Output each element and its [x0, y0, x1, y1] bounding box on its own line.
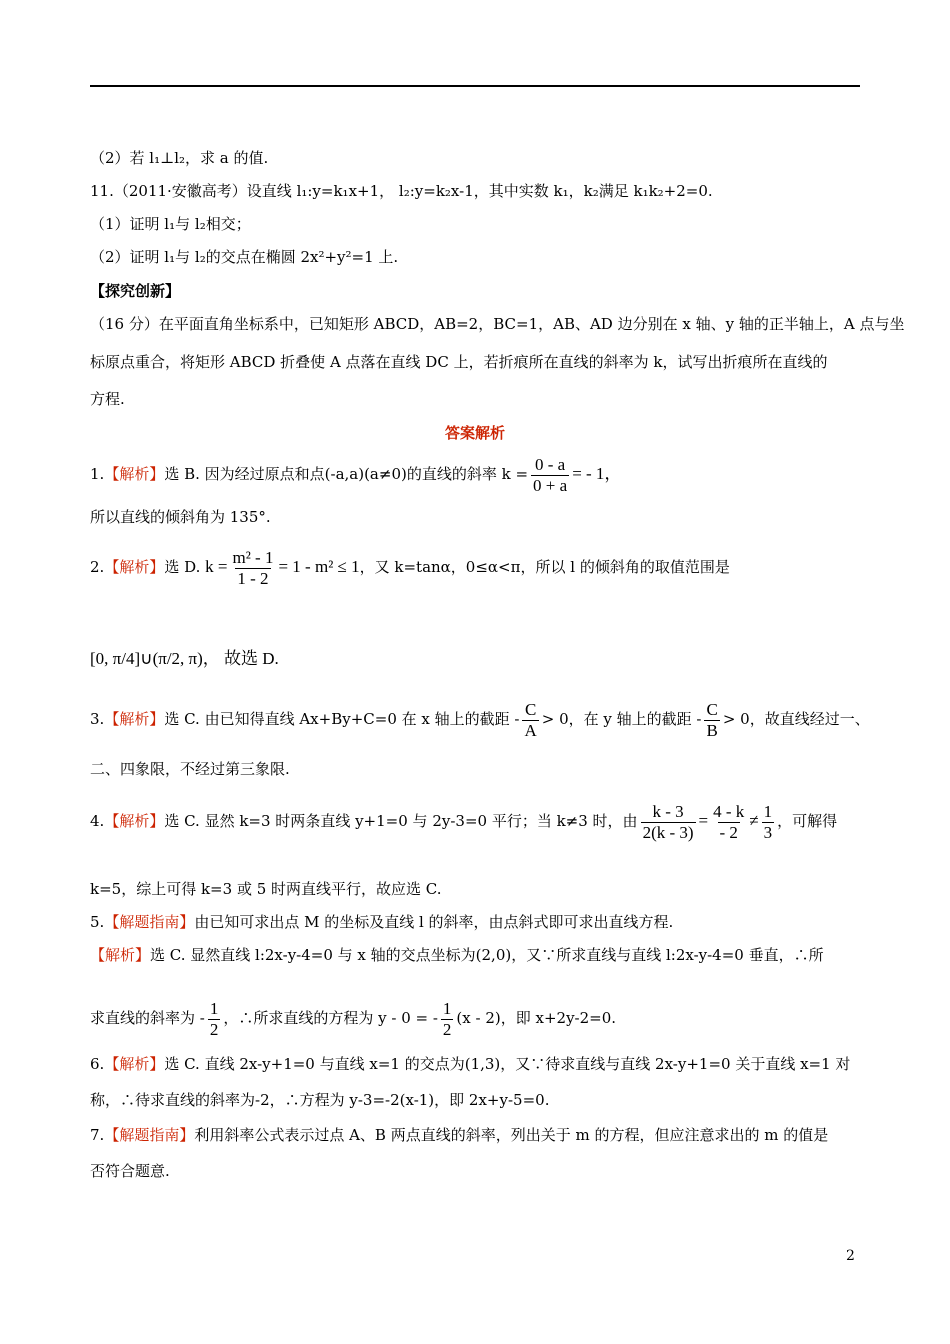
answer-3-line2: 二、四象限，不经过第三象限.: [90, 760, 290, 778]
answer-number: 6.: [90, 1055, 105, 1073]
explore-question-line1: （16 分）在平面直角坐标系中，已知矩形 ABCD，AB=2，BC=1，AB、AD 边分别在 x 轴、y 轴的正半轴上，A 点与坐: [90, 315, 905, 333]
fraction-numerator: 0 - a: [535, 454, 566, 474]
hint-tag: 【解题指南】: [104, 1126, 195, 1144]
answer-3-line1: [90, 697, 870, 741]
fraction-numerator: C: [524, 699, 537, 719]
question-11-part1: （1）证明 l₁与 l₂相交；: [90, 215, 251, 233]
fraction-denominator: B: [706, 720, 718, 740]
fraction-denominator: 0 + a: [533, 475, 568, 495]
answer-number: 4.: [90, 812, 105, 830]
answer-text: 选 C. 直线 2x-y+1=0 与直线 x=1 的交点为(1,3)，又∵待求直线与直线 2x-y+1=0 关于直线 x=1 对: [164, 1055, 851, 1073]
answer-2-line2: [0, π/4]∪(π/2, π)， 故选 D.: [90, 649, 279, 668]
section-heading-explore: 【探究创新】: [90, 282, 181, 300]
fraction-numerator: m² - 1: [232, 547, 274, 567]
answer-6-line1: [90, 1053, 860, 1075]
fraction: [711, 802, 746, 843]
answer-text: ，又 k=tanα，0≤α<π，所以 l 的倾斜角的取值范围是: [359, 558, 730, 576]
answer-2-line1: [90, 545, 860, 589]
math-expression: =: [698, 811, 709, 830]
question-11-part2: （2）证明 l₁与 l₂的交点在椭圆 2x²+y²=1 上.: [90, 248, 399, 266]
fraction-denominator: 2(k - 3): [642, 822, 694, 842]
fraction: [641, 802, 696, 843]
fraction-numerator: 1: [442, 998, 452, 1018]
question-10-part2: （2）若 l₁⊥l₂，求 a 的值.: [90, 149, 269, 167]
fraction: [230, 548, 275, 589]
answer-text: > 0，在 y 轴上的截距 -: [541, 710, 702, 728]
fraction-numerator: C: [706, 699, 718, 719]
explore-question-line3: 方程.: [90, 390, 125, 408]
fraction-numerator: 4 - k: [713, 801, 745, 821]
answer-6-line2: 称，∴待求直线的斜率为-2，∴方程为 y-3=-2(x-1)，即 2x+y-5=0.: [90, 1091, 550, 1109]
fraction-denominator: - 2: [719, 822, 738, 842]
analysis-tag: 【解析】: [104, 812, 165, 830]
answer-7-line2: 否符合题意.: [90, 1162, 170, 1180]
hint-tag: 【解题指南】: [104, 913, 195, 931]
math-expression: = 1 - m² ≤ 1: [278, 557, 360, 576]
answer-4-line1: [90, 799, 860, 843]
fraction-numerator: 1: [209, 998, 219, 1018]
fraction: [522, 700, 538, 741]
answer-text: 利用斜率公式表示过点 A、B 两点直线的斜率，列出关于 m 的方程，但应注意求出的 m 的值是: [194, 1126, 829, 1144]
answer-title: 答案解析: [444, 424, 505, 442]
answer-number: 7.: [90, 1126, 105, 1144]
fraction-denominator: 3: [763, 822, 773, 842]
analysis-tag: 【解析】: [90, 946, 151, 964]
answer-number: 2.: [90, 558, 105, 576]
answer-text: = - 1，: [572, 464, 622, 483]
answer-text: 选 C. 显然直线 l:2x-y-4=0 与 x 轴的交点坐标为(2,0)，又∵所求直线与直线 l:2x-y-4=0 垂直，∴所: [150, 946, 824, 964]
analysis-tag: 【解析】: [104, 710, 165, 728]
answer-text: ，∴所求直线的方程为 y - 0 = -: [223, 1009, 438, 1027]
answer-text: 选 D.: [164, 558, 201, 576]
analysis-tag: 【解析】: [104, 1055, 165, 1073]
fraction: [704, 700, 719, 741]
header-rule: [90, 85, 860, 87]
answer-number: 3.: [90, 710, 105, 728]
fraction-numerator: 1: [763, 801, 773, 821]
analysis-tag: 【解析】: [104, 558, 165, 576]
answer-number: 5.: [90, 913, 105, 931]
fraction: [762, 802, 775, 843]
answer-1-line1: [90, 452, 860, 496]
answer-number: 1.: [90, 465, 105, 483]
analysis-tag: 【解析】: [104, 465, 165, 483]
fraction-denominator: A: [524, 720, 537, 740]
answer-4-line2: k=5，综上可得 k=3 或 5 时两直线平行，故应选 C.: [90, 880, 442, 898]
answer-1-line2: 所以直线的倾斜角为 135°.: [90, 508, 271, 526]
fraction-denominator: 1 - 2: [237, 568, 269, 588]
answer-text: (x - 2)，即 x+2y-2=0.: [456, 1009, 617, 1027]
fraction-numerator: k - 3: [652, 801, 684, 821]
answer-text: ，可解得: [777, 812, 838, 830]
fraction-denominator: 2: [209, 1019, 219, 1039]
fraction: [208, 999, 221, 1040]
answer-text: 选 B. 因为经过原点和点(-a,a)(a≠0)的直线的斜率 k =: [164, 465, 529, 483]
page-number: 2: [846, 1248, 855, 1264]
answer-text: > 0，故直线经过一、: [722, 710, 870, 728]
question-11: 11.（2011·安徽高考）设直线 l₁:y=k₁x+1， l₂:y=k₂x-1，其中实数 k₁，k₂满足 k₁k₂+2=0.: [90, 182, 713, 200]
fraction: [531, 455, 569, 496]
answer-text: 由已知可求出点 M 的坐标及直线 l 的斜率，由点斜式即可求出直线方程.: [194, 913, 674, 931]
answer-7-line1: [90, 1124, 860, 1146]
answer-5-line1: [90, 911, 860, 933]
explore-question-line2: 标原点重合，将矩形 ABCD 折叠使 A 点落在直线 DC 上，若折痕所在直线的斜率为 k，试写出折痕所在直线的: [90, 353, 828, 371]
answer-text: 求直线的斜率为 -: [90, 1009, 205, 1027]
answer-5-line2: [90, 944, 860, 966]
fraction: [441, 999, 454, 1040]
answer-5-line3: [90, 996, 860, 1040]
fraction-denominator: 2: [442, 1019, 452, 1039]
answer-text: 选 C. 显然 k=3 时两条直线 y+1=0 与 2y-3=0 平行；当 k≠3 时，由: [164, 812, 638, 830]
math-expression: k =: [205, 557, 228, 576]
answer-text: 选 C. 由已知得直线 Ax+By+C=0 在 x 轴上的截距 -: [164, 710, 520, 728]
math-expression: ≠: [749, 811, 759, 830]
